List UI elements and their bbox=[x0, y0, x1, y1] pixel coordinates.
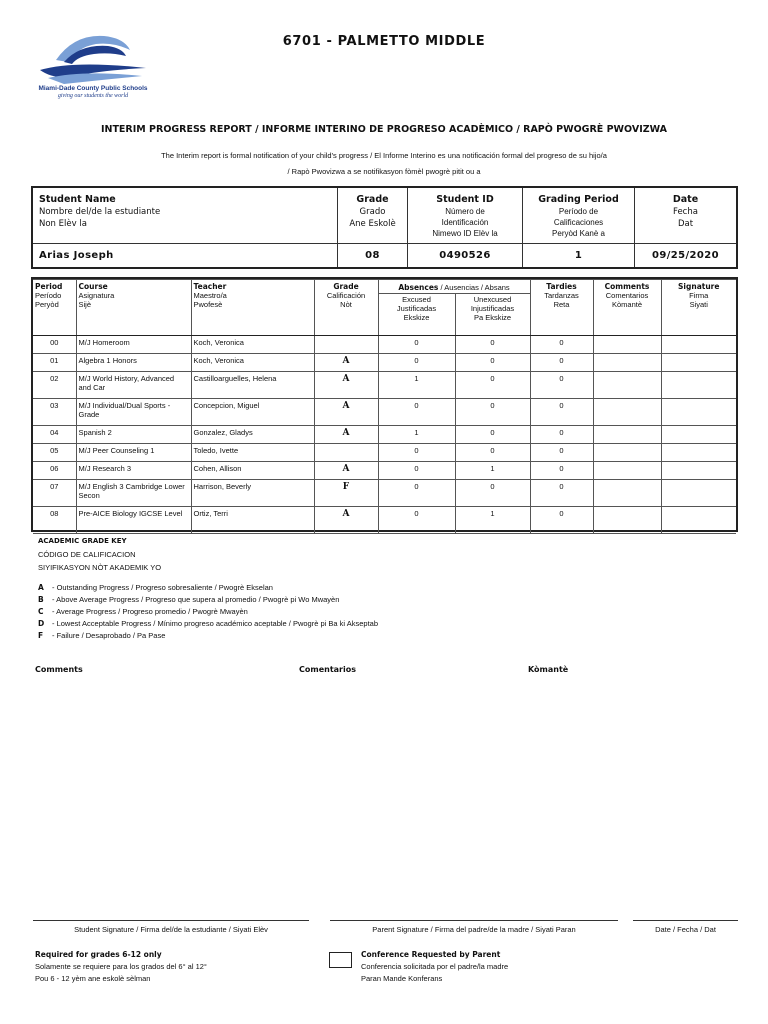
required-title: Required for grades 6-12 only bbox=[35, 950, 162, 959]
grading-period-value: 1 bbox=[574, 250, 583, 261]
table-row bbox=[33, 399, 736, 426]
excused-cell: 1 bbox=[378, 372, 455, 399]
tardies-cell: 0 bbox=[530, 399, 593, 426]
conference-text-ht: Paran Mande Konferans bbox=[361, 974, 443, 983]
comments-label-es: Comentarios bbox=[299, 665, 356, 674]
comments-label-en: Comments bbox=[35, 665, 83, 674]
grades-table bbox=[31, 277, 738, 532]
unexcused-header bbox=[456, 294, 530, 335]
table-row bbox=[33, 444, 736, 462]
grade-key-description: - Above Average Progress / Progreso que supera al promedio / Pwogrè pi Wo Mwayèn bbox=[52, 595, 340, 604]
course-cell: Algebra 1 Honors bbox=[76, 354, 191, 372]
grade-key-title: ACADEMIC GRADE KEY bbox=[38, 537, 127, 545]
student-name-label-es: Nombre del/de la estudiante bbox=[39, 207, 161, 217]
teacher-cell: Koch, Veronica bbox=[191, 336, 314, 354]
report-title: INTERIM PROGRESS REPORT / INFORME INTERINO DE PROGRESO ACADÈMICO / RAPÒ PWOGRÈ PWOVIZWA bbox=[100, 124, 668, 135]
date-signature-line[interactable] bbox=[633, 920, 738, 921]
course-header-ht: Sijè bbox=[78, 300, 92, 309]
table-row bbox=[33, 507, 736, 534]
absences-title-rest: / Ausencias / Absans bbox=[438, 283, 510, 292]
student-info-box bbox=[31, 186, 738, 269]
signature-header bbox=[661, 280, 736, 336]
student-name-label: Student Name bbox=[39, 194, 116, 205]
excused-cell: 0 bbox=[378, 399, 455, 426]
grade-key-letter: C bbox=[38, 607, 44, 616]
student-signature-line[interactable] bbox=[33, 920, 309, 921]
teacher-cell: Toledo, Ivette bbox=[191, 444, 314, 462]
grade-value: 08 bbox=[365, 250, 380, 261]
period-cell: 05 bbox=[33, 444, 76, 462]
absences-header bbox=[378, 280, 530, 336]
grade-key-item bbox=[38, 619, 378, 628]
grade-key-item bbox=[38, 631, 165, 640]
comments-header-es: Comentarios bbox=[605, 291, 649, 300]
signature-header-ht: Siyati bbox=[689, 300, 708, 309]
required-text-es: Solamente se requiere para los grados del 6° al 12° bbox=[35, 962, 207, 971]
unexcused-cell: 0 bbox=[455, 372, 530, 399]
grading-period-column bbox=[523, 188, 635, 267]
comments-cell bbox=[593, 354, 661, 372]
period-header-es: Período bbox=[35, 291, 62, 300]
grade-cell: A bbox=[314, 462, 378, 480]
course-cell: M/J Homeroom bbox=[76, 336, 191, 354]
unexcused-cell: 0 bbox=[455, 354, 530, 372]
tardies-header-ht: Reta bbox=[553, 300, 570, 309]
grade-key-description: - Average Progress / Progreso promedio / Pwogrè Mwayèn bbox=[52, 607, 248, 616]
grade-key-title-es: CÓDIGO DE CALIFICACION bbox=[38, 550, 136, 559]
required-note bbox=[35, 950, 207, 983]
logo-district-name: Miami-Dade County Public Schools bbox=[38, 85, 148, 92]
signature-cell bbox=[661, 336, 736, 354]
comments-cell bbox=[593, 444, 661, 462]
teacher-cell: Koch, Veronica bbox=[191, 354, 314, 372]
tardies-cell: 0 bbox=[530, 480, 593, 507]
student-id-label-es-2: Identificación bbox=[441, 218, 489, 227]
teacher-header-en: Teacher bbox=[193, 282, 227, 291]
excused-header bbox=[379, 294, 456, 335]
teacher-cell: Cohen, Allison bbox=[191, 462, 314, 480]
period-header bbox=[33, 280, 76, 336]
student-id-label-es-1: Número de bbox=[445, 207, 485, 216]
comments-label-ht: Kòmantè bbox=[528, 665, 569, 674]
student-name-column bbox=[33, 188, 338, 267]
period-cell: 00 bbox=[33, 336, 76, 354]
grade-cell bbox=[314, 444, 378, 462]
grade-header-es: Calificación bbox=[326, 291, 366, 300]
parent-signature-label: Parent Signature / Firma del padre/de la madre / Siyati Paran bbox=[372, 925, 576, 934]
course-cell: M/J World History, Advanced and Car bbox=[76, 372, 191, 399]
teacher-header bbox=[191, 280, 314, 336]
tardies-cell: 0 bbox=[530, 426, 593, 444]
teacher-header-es: Maestro/a bbox=[193, 291, 227, 300]
period-header-en: Period bbox=[35, 282, 63, 291]
tardies-cell: 0 bbox=[530, 372, 593, 399]
teacher-cell: Harrison, Beverly bbox=[191, 480, 314, 507]
date-column bbox=[635, 188, 736, 267]
grade-cell: A bbox=[314, 426, 378, 444]
grade-cell: A bbox=[314, 372, 378, 399]
table-row bbox=[33, 354, 736, 372]
student-signature-label: Student Signature / Firma del/de la estudiante / Siyati Elèv bbox=[74, 925, 268, 934]
comments-cell bbox=[593, 426, 661, 444]
student-name-label-ht: Non Elèv la bbox=[39, 219, 87, 229]
unexcused-cell: 0 bbox=[455, 480, 530, 507]
course-cell: M/J Individual/Dual Sports - Grade bbox=[76, 399, 191, 426]
grade-key-description: - Outstanding Progress / Progreso sobresaliente / Pwogrè Ekselan bbox=[52, 583, 273, 592]
school-title: 6701 - PALMETTO MIDDLE bbox=[282, 34, 486, 49]
unexcused-cell: 0 bbox=[455, 426, 530, 444]
grade-cell: A bbox=[314, 507, 378, 534]
signature-cell bbox=[661, 462, 736, 480]
unexcused-cell: 0 bbox=[455, 444, 530, 462]
logo-tagline: giving our students the world bbox=[57, 93, 129, 99]
student-id-value: 0490526 bbox=[439, 250, 491, 261]
teacher-cell: Concepcion, Miguel bbox=[191, 399, 314, 426]
conference-title: Conference Requested by Parent bbox=[361, 950, 501, 959]
unexcused-cell: 1 bbox=[455, 462, 530, 480]
grade-label: Grade bbox=[356, 194, 389, 205]
tardies-header-es: Tardanzas bbox=[544, 291, 579, 300]
tardies-header-en: Tardies bbox=[546, 282, 577, 291]
unexcused-header-en: Unexcused bbox=[473, 295, 512, 304]
excused-cell: 0 bbox=[378, 507, 455, 534]
excused-header-en: Excused bbox=[402, 295, 431, 304]
unexcused-cell: 1 bbox=[455, 507, 530, 534]
grade-key-letter: D bbox=[38, 619, 45, 628]
table-row bbox=[33, 426, 736, 444]
parent-signature-line[interactable] bbox=[330, 920, 618, 921]
excused-header-ht: Ekskize bbox=[403, 313, 430, 322]
grade-key-item bbox=[38, 583, 273, 592]
unexcused-cell: 0 bbox=[455, 399, 530, 426]
unexcused-header-es: Injustificadas bbox=[470, 304, 515, 313]
tardies-cell: 0 bbox=[530, 444, 593, 462]
comments-header bbox=[593, 280, 661, 336]
period-cell: 03 bbox=[33, 399, 76, 426]
period-cell: 01 bbox=[33, 354, 76, 372]
excused-cell: 0 bbox=[378, 354, 455, 372]
date-signature-label: Date / Fecha / Dat bbox=[655, 925, 716, 934]
grade-label-ht: Ane Eskolè bbox=[349, 219, 396, 229]
comments-cell bbox=[593, 462, 661, 480]
course-cell: Spanish 2 bbox=[76, 426, 191, 444]
comments-cell bbox=[593, 480, 661, 507]
period-cell: 02 bbox=[33, 372, 76, 399]
absences-title-en: Absences bbox=[398, 283, 439, 292]
grade-cell bbox=[314, 336, 378, 354]
table-row bbox=[33, 372, 736, 399]
comments-header-ht: Kòmantè bbox=[611, 300, 643, 309]
course-cell: Pre-AICE Biology IGCSE Level bbox=[76, 507, 191, 534]
tardies-cell: 0 bbox=[530, 507, 593, 534]
table-row bbox=[33, 462, 736, 480]
teacher-cell: Castilloarguelles, Helena bbox=[191, 372, 314, 399]
student-id-column bbox=[408, 188, 523, 267]
absences-title bbox=[379, 280, 530, 294]
comments-cell bbox=[593, 372, 661, 399]
grade-label-es: Grado bbox=[359, 207, 386, 217]
table-row bbox=[33, 336, 736, 354]
signature-cell bbox=[661, 480, 736, 507]
tardies-cell: 0 bbox=[530, 336, 593, 354]
grade-key-letter: F bbox=[38, 631, 44, 640]
grade-key-letter: A bbox=[38, 583, 44, 592]
grade-cell: A bbox=[314, 354, 378, 372]
grade-header-ht: Nòt bbox=[340, 300, 352, 309]
unexcused-cell: 0 bbox=[455, 336, 530, 354]
tardies-cell: 0 bbox=[530, 462, 593, 480]
conference-checkbox[interactable] bbox=[329, 952, 352, 968]
grade-key-title-ht: SIYIFIKASYON NÒT AKADEMIK YO bbox=[38, 563, 162, 572]
comments-cell bbox=[593, 399, 661, 426]
course-cell: M/J English 3 Cambridge Lower Secon bbox=[76, 480, 191, 507]
conference-note bbox=[361, 950, 508, 983]
course-cell: M/J Peer Counseling 1 bbox=[76, 444, 191, 462]
signature-cell bbox=[661, 426, 736, 444]
period-cell: 07 bbox=[33, 480, 76, 507]
signature-header-en: Signature bbox=[678, 282, 720, 291]
grade-key-item bbox=[38, 595, 339, 604]
grade-key-letter: B bbox=[38, 595, 44, 604]
signature-cell bbox=[661, 507, 736, 534]
intro-text-line-1: The Interim report is formal notification of your child's progress / El Informe Interino es una notificación formal del progreso de su hijo/a bbox=[161, 151, 607, 160]
grading-period-label-es-2: Calificaciones bbox=[553, 218, 604, 227]
grade-key-description: - Lowest Acceptable Progress / Mínimo progreso académico aceptable / Pwogrè pi Ba ki Akseptab bbox=[52, 619, 379, 628]
grade-cell: A bbox=[314, 399, 378, 426]
comments-cell bbox=[593, 507, 661, 534]
signature-cell bbox=[661, 399, 736, 426]
table-row bbox=[33, 480, 736, 507]
excused-header-es: Justificadas bbox=[396, 304, 437, 313]
comments-header-en: Comments bbox=[604, 282, 650, 291]
signature-cell bbox=[661, 444, 736, 462]
signature-cell bbox=[661, 354, 736, 372]
tardies-header bbox=[530, 280, 593, 336]
period-cell: 08 bbox=[33, 507, 76, 534]
date-label: Date bbox=[672, 194, 699, 205]
excused-cell: 1 bbox=[378, 426, 455, 444]
excused-cell: 0 bbox=[378, 462, 455, 480]
grade-header bbox=[314, 280, 378, 336]
course-header-en: Course bbox=[78, 282, 108, 291]
comments-cell bbox=[593, 336, 661, 354]
grade-key-item bbox=[38, 607, 248, 616]
date-value: 09/25/2020 bbox=[652, 250, 719, 261]
excused-cell: 0 bbox=[378, 444, 455, 462]
date-label-es: Fecha bbox=[673, 207, 698, 217]
signature-cell bbox=[661, 372, 736, 399]
tardies-cell: 0 bbox=[530, 354, 593, 372]
excused-cell: 0 bbox=[378, 480, 455, 507]
teacher-cell: Ortiz, Terri bbox=[191, 507, 314, 534]
excused-cell: 0 bbox=[378, 336, 455, 354]
course-header bbox=[76, 280, 191, 336]
teacher-header-ht: Pwofesè bbox=[193, 300, 223, 309]
grade-header-en: Grade bbox=[333, 282, 359, 291]
grading-period-label: Grading Period bbox=[538, 194, 619, 205]
table-header-row bbox=[33, 280, 736, 336]
course-cell: M/J Research 3 bbox=[76, 462, 191, 480]
intro-text-line-2: / Rapò Pwovizwa a se notifikasyon fòmèl pwogrè pitit ou a bbox=[287, 167, 481, 176]
grading-period-label-es-1: Período de bbox=[558, 207, 599, 216]
student-id-label-ht: Nimewo ID Elèv la bbox=[432, 229, 498, 238]
period-cell: 06 bbox=[33, 462, 76, 480]
student-id-label: Student ID bbox=[436, 194, 494, 205]
required-text-ht: Pou 6 - 12 yèm ane eskolè sèlman bbox=[35, 974, 151, 983]
period-header-ht: Peryòd bbox=[35, 300, 59, 309]
period-cell: 04 bbox=[33, 426, 76, 444]
date-label-ht: Dat bbox=[677, 219, 694, 229]
course-header-es: Asignatura bbox=[78, 291, 115, 300]
grade-key-description: - Failure / Desaprobado / Pa Pase bbox=[52, 631, 166, 640]
teacher-cell: Gonzalez, Gladys bbox=[191, 426, 314, 444]
unexcused-header-ht: Pa Ekskize bbox=[473, 313, 512, 322]
signature-header-es: Firma bbox=[689, 291, 709, 300]
grading-period-label-ht: Peryòd Kanè a bbox=[552, 229, 605, 238]
conference-text-es: Conferencia solicitada por el padre/la madre bbox=[361, 962, 509, 971]
student-name-value: Arias Joseph bbox=[39, 250, 114, 261]
grade-cell: F bbox=[314, 480, 378, 507]
grade-column bbox=[338, 188, 408, 267]
